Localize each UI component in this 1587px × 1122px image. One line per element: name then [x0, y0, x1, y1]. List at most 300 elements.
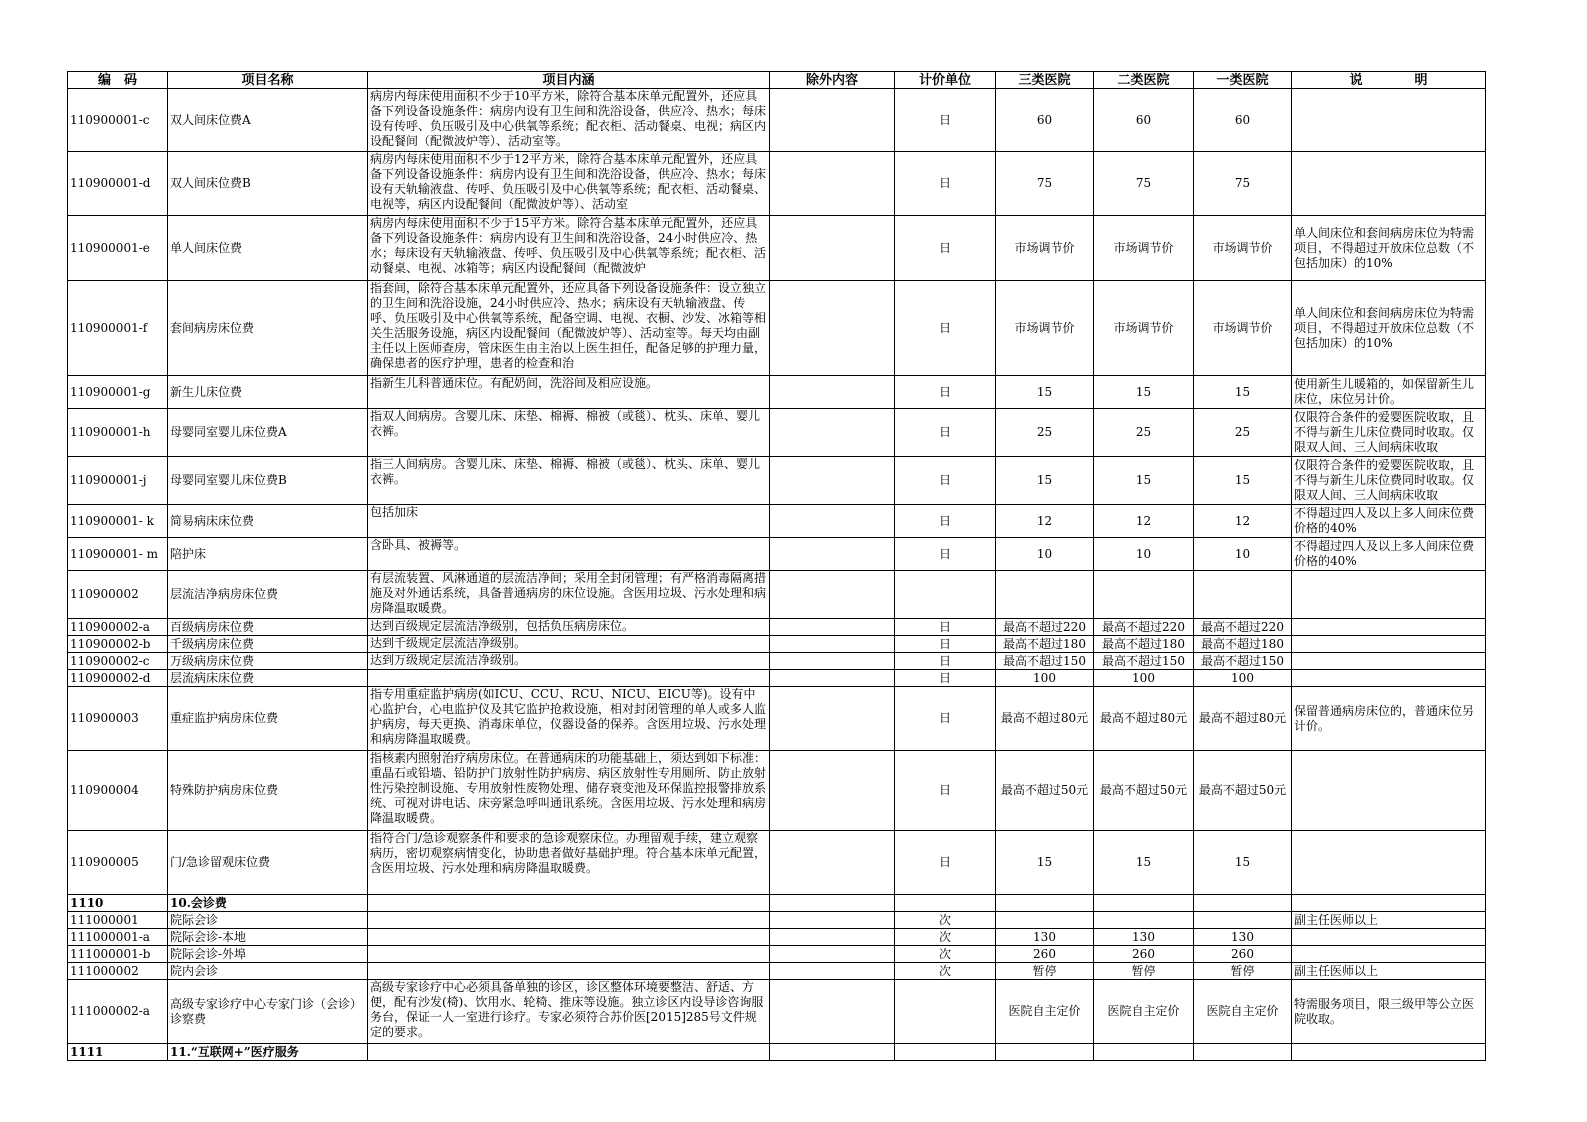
row-note: [1292, 653, 1486, 670]
row-price-class1: [1194, 946, 1292, 963]
row-content: [368, 409, 770, 457]
row-excluded: [770, 980, 895, 1044]
row-content: [368, 831, 770, 895]
row-code: [68, 281, 168, 376]
row-price-class2: [1094, 619, 1194, 636]
row-name: [168, 980, 368, 1044]
row-code-text: 110900001-h: [70, 425, 151, 439]
row-name-text: 简易病床床位费: [170, 513, 255, 528]
row-note: [1292, 929, 1486, 946]
row-code-text: 110900002-a: [70, 619, 150, 634]
row-unit: [895, 505, 996, 538]
row-name: [168, 1044, 368, 1061]
table-row: [68, 670, 1486, 687]
row-unit: [895, 687, 996, 751]
row-note: [1292, 152, 1486, 216]
row-name: [168, 571, 368, 619]
row-name: [168, 929, 368, 946]
row-price-class2-text: 15: [1135, 855, 1152, 869]
table-row: [68, 980, 1486, 1044]
row-unit-text: 日: [938, 320, 951, 335]
row-price-class3: [996, 912, 1094, 929]
row-code: [68, 687, 168, 751]
row-price-class3: [996, 751, 1094, 831]
row-price-class3: [996, 946, 1094, 963]
row-code-text: 110900004: [70, 783, 139, 797]
row-name: [168, 751, 368, 831]
row-content: [368, 912, 770, 929]
row-price-class3: [996, 980, 1094, 1044]
row-code-text: 110900002-c: [70, 653, 150, 668]
row-price-class3-text: 最高不超过50元: [1000, 783, 1089, 797]
table-row: [68, 831, 1486, 895]
row-name: [168, 505, 368, 538]
row-unit: [895, 636, 996, 653]
row-price-class1-text: 最高不超过80元: [1198, 711, 1287, 725]
row-content: [368, 963, 770, 980]
row-excluded: [770, 619, 895, 636]
row-price-class3: [996, 653, 1094, 670]
row-name: [168, 281, 368, 376]
row-price-class3-text: 15: [1036, 855, 1053, 869]
row-code-text: 110900001-d: [70, 176, 151, 190]
row-unit-text: 日: [938, 112, 951, 127]
table-row: [68, 505, 1486, 538]
row-unit: [895, 409, 996, 457]
table-row: [68, 571, 1486, 619]
row-price-class2: [1094, 751, 1194, 831]
row-note-text: 仅限符合条件的爱婴医院收取，且不得与新生儿床位费同时收取。仅限双人间、三人间病床收取: [1294, 410, 1475, 454]
row-code-text: 1111: [70, 1044, 104, 1059]
row-price-class1: [1194, 376, 1292, 409]
row-price-class1-text: 市场调节价: [1212, 320, 1273, 335]
table-row: [68, 895, 1486, 912]
row-code-text: 111000002: [70, 963, 139, 978]
table-row: [68, 929, 1486, 946]
row-unit: [895, 929, 996, 946]
row-price-class2-text: 15: [1135, 473, 1152, 487]
row-name: [168, 912, 368, 929]
row-price-class3-text: 75: [1036, 176, 1053, 190]
row-price-class3-text: 130: [1033, 929, 1056, 944]
row-unit-text: 次: [938, 912, 951, 927]
row-price-class1: [1194, 670, 1292, 687]
row-price-class1: [1194, 89, 1292, 152]
header-unit: 计价单位: [895, 72, 996, 89]
row-price-class3: [996, 619, 1094, 636]
row-price-class1-text: 15: [1234, 855, 1251, 869]
row-excluded: [770, 571, 895, 619]
row-price-class1: [1194, 457, 1292, 505]
row-price-class1: [1194, 571, 1292, 619]
row-code: [68, 963, 168, 980]
row-note-text: 单人间床位和套间病房床位为特需项目，不得超过开放床位总数（不包括加床）的10%: [1294, 305, 1475, 350]
row-price-class1-text: 最高不超过220: [1201, 619, 1284, 634]
row-content-text: 有层流装置、风淋通道的层流洁净间；采用全封闭管理；有严格消毒隔离措施及对外通话系统，具备普通病房的床位设施。含医用垃圾、污水处理和病房降温取暖费。: [370, 571, 767, 615]
row-name-text: 母婴同室婴儿床位费B: [170, 473, 287, 487]
row-content-text: 达到百级规定层流洁净级别，包括负压病房床位。: [370, 619, 635, 633]
row-code: [68, 946, 168, 963]
row-price-class2-text: 25: [1135, 425, 1152, 439]
row-name: [168, 152, 368, 216]
row-content: [368, 636, 770, 653]
row-price-class1: [1194, 636, 1292, 653]
row-price-class2-text: 260: [1132, 946, 1155, 961]
row-content-text: 病房内每床使用面积不少于12平方米，除符合基本床单元配置外，还应具备下列设备设施条件：病房内设有卫生间和洗浴设备，供应冷、热水；每床设有天轨输液盘、传呼、负压吸引及中心供氧等系统；配衣柜、活动餐桌、电视等，病区内设配餐间（配微波炉等）、活动室: [370, 152, 767, 211]
row-note: [1292, 376, 1486, 409]
row-price-class3: [996, 505, 1094, 538]
row-code: [68, 152, 168, 216]
row-content: [368, 653, 770, 670]
row-price-class3-text: 最高不超过150: [1003, 653, 1086, 668]
row-price-class1-text: 最高不超过150: [1201, 653, 1284, 668]
row-note: [1292, 457, 1486, 505]
row-code-text: 110900003: [70, 711, 139, 725]
row-name-text: 院际会诊: [170, 912, 219, 927]
header-note: 说 明: [1292, 72, 1486, 89]
row-price-class1-text: 260: [1231, 946, 1254, 961]
row-price-class3: [996, 216, 1094, 281]
row-code: [68, 653, 168, 670]
row-name-text: 套间病房床位费: [170, 320, 255, 335]
row-code: [68, 409, 168, 457]
row-price-class2: [1094, 89, 1194, 152]
row-price-class2: [1094, 571, 1194, 619]
row-name-text: 院际会诊-本地: [170, 929, 247, 944]
row-price-class2-text: 10: [1135, 546, 1152, 561]
row-price-class3: [996, 963, 1094, 980]
row-unit: [895, 751, 996, 831]
row-excluded: [770, 929, 895, 946]
row-content-text: 达到千级规定层流洁净级别。: [370, 636, 527, 650]
row-price-class2-text: 最高不超过80元: [1099, 711, 1188, 725]
row-content: [368, 619, 770, 636]
row-excluded: [770, 505, 895, 538]
row-unit-text: 日: [938, 546, 951, 561]
row-unit-text: 次: [938, 946, 951, 961]
row-excluded: [770, 946, 895, 963]
row-content: [368, 376, 770, 409]
row-price-class1: [1194, 1044, 1292, 1061]
row-name-text: 层流病床床位费: [170, 670, 255, 685]
row-code-text: 111000001: [70, 912, 139, 927]
table-row: [68, 963, 1486, 980]
row-price-class1-text: 25: [1234, 425, 1251, 439]
row-note: [1292, 281, 1486, 376]
row-note-text: 不得超过四人及以上多人间床位费价格的40%: [1294, 539, 1475, 568]
row-price-class2-text: 15: [1135, 384, 1152, 399]
row-name-text: 双人间床位费A: [170, 112, 251, 127]
row-content: [368, 929, 770, 946]
row-price-class2: [1094, 538, 1194, 571]
row-price-class1: [1194, 619, 1292, 636]
row-price-class3: [996, 376, 1094, 409]
row-price-class3-text: 12: [1036, 513, 1053, 528]
row-excluded: [770, 281, 895, 376]
row-unit: [895, 538, 996, 571]
row-price-class2: [1094, 653, 1194, 670]
row-note: [1292, 751, 1486, 831]
row-code: [68, 980, 168, 1044]
row-price-class1-text: 医院自主定价: [1206, 1004, 1279, 1018]
row-name: [168, 216, 368, 281]
row-unit: [895, 963, 996, 980]
price-table: [67, 71, 1486, 1061]
row-code: [68, 636, 168, 653]
row-price-class2-text: 75: [1135, 176, 1152, 190]
row-price-class2: [1094, 946, 1194, 963]
table-row: [68, 89, 1486, 152]
table-row: [68, 216, 1486, 281]
table-row: [68, 687, 1486, 751]
row-note: [1292, 571, 1486, 619]
row-price-class1: [1194, 409, 1292, 457]
row-price-class3: [996, 89, 1094, 152]
row-excluded: [770, 152, 895, 216]
row-name: [168, 619, 368, 636]
row-code: [68, 751, 168, 831]
row-code: [68, 912, 168, 929]
row-unit-text: 日: [938, 855, 951, 869]
row-name-text: 院内会诊: [170, 963, 219, 978]
row-name: [168, 538, 368, 571]
row-code: [68, 376, 168, 409]
row-note: [1292, 670, 1486, 687]
row-price-class3: [996, 409, 1094, 457]
row-unit-text: 日: [938, 783, 951, 797]
row-price-class2-text: 医院自主定价: [1107, 1004, 1180, 1018]
row-price-class2: [1094, 963, 1194, 980]
row-code: [68, 505, 168, 538]
row-price-class1: [1194, 653, 1292, 670]
row-price-class3: [996, 895, 1094, 912]
row-unit: [895, 457, 996, 505]
row-name: [168, 670, 368, 687]
row-content-text: 达到万级规定层流洁净级别。: [370, 653, 527, 667]
row-price-class1: [1194, 895, 1292, 912]
row-content: [368, 571, 770, 619]
row-price-class1-text: 75: [1234, 176, 1251, 190]
row-name-text: 门/急诊留观床位费: [170, 855, 271, 869]
row-unit-text: 次: [938, 963, 951, 978]
row-price-class1-text: 15: [1234, 384, 1251, 399]
row-content-text: 包括加床: [370, 505, 419, 519]
row-price-class2-text: 最高不超过180: [1102, 636, 1185, 651]
row-note: [1292, 946, 1486, 963]
row-unit-text: 日: [938, 176, 951, 190]
row-name: [168, 457, 368, 505]
row-price-class3-text: 最高不超过180: [1003, 636, 1086, 651]
row-price-class2-text: 最高不超过220: [1102, 619, 1185, 634]
row-content-text: 指新生儿科普通床位。有配奶间，洗浴间及相应设施。: [370, 376, 659, 390]
row-note-text: 单人间床位和套间病房床位为特需项目，不得超过开放床位总数（不包括加床）的10%: [1294, 225, 1475, 270]
row-price-class3: [996, 670, 1094, 687]
table-row: [68, 1044, 1486, 1061]
row-code-text: 110900005: [70, 855, 139, 869]
row-code-text: 110900002-d: [70, 670, 151, 685]
row-price-class2-text: 12: [1135, 513, 1152, 528]
row-price-class1: [1194, 831, 1292, 895]
row-note: [1292, 619, 1486, 636]
row-price-class3-text: 医院自主定价: [1008, 1004, 1081, 1018]
row-name-text: 新生儿床位费: [170, 384, 243, 399]
header-name: 项目名称: [168, 72, 368, 89]
row-content-text: 指专用重症监护病房(如ICU、CCU、RCU、NICU、EICU等)。设有中心监护台，心电监护仪及其它监护抢救设施，相对封闭管理的单人或多人监护病房，每天更换、消毒床单位，仪器设备的保养。含医用垃圾、污水处理和病房降温取暖费。: [370, 687, 767, 746]
row-price-class2-text: 60: [1135, 112, 1152, 127]
table-row: [68, 538, 1486, 571]
row-code-text: 110900001-g: [70, 384, 151, 399]
row-code: [68, 538, 168, 571]
row-content: [368, 895, 770, 912]
row-content-text: 含卧具、被褥等。: [370, 538, 467, 552]
row-code: [68, 457, 168, 505]
row-name: [168, 636, 368, 653]
row-content-text: 指符合门/急诊观察条件和要求的急诊观察床位。办理留观手续，建立观察病历，密切观察病情变化，协助患者做好基础护理。符合基本床单元配置，含医用垃圾、污水处理和病房降温取暖费。: [370, 831, 767, 875]
row-note: [1292, 538, 1486, 571]
row-price-class2-text: 暂停: [1131, 963, 1156, 978]
row-price-class3: [996, 571, 1094, 619]
row-content: [368, 946, 770, 963]
row-unit: [895, 216, 996, 281]
header-row: [68, 72, 1486, 89]
row-unit-text: 日: [938, 670, 951, 685]
row-excluded: [770, 89, 895, 152]
row-unit: [895, 653, 996, 670]
row-price-class2: [1094, 895, 1194, 912]
row-note-text: 仅限符合条件的爱婴医院收取，且不得与新生儿床位费同时收取。仅限双人间、三人间病床收取: [1294, 458, 1475, 502]
row-excluded: [770, 687, 895, 751]
row-price-class3-text: 暂停: [1032, 963, 1057, 978]
row-code-text: 110900002-b: [70, 636, 151, 651]
row-note: [1292, 687, 1486, 751]
row-price-class2-text: 最高不超过50元: [1099, 783, 1188, 797]
row-code-text: 110900001- k: [70, 513, 154, 528]
row-excluded: [770, 895, 895, 912]
row-note: [1292, 895, 1486, 912]
header-content: 项目内涵: [368, 72, 770, 89]
row-unit: [895, 571, 996, 619]
row-price-class3-text: 15: [1036, 473, 1053, 487]
row-name-text: 院际会诊-外埠: [170, 946, 247, 961]
row-code-text: 1110: [70, 895, 104, 910]
row-unit: [895, 619, 996, 636]
row-content: [368, 980, 770, 1044]
row-price-class2: [1094, 980, 1194, 1044]
row-name-text: 千级病房床位费: [170, 636, 255, 651]
row-price-class1: [1194, 963, 1292, 980]
row-note-text: 保留普通病房床位的，普通床位另计价。: [1294, 703, 1475, 733]
row-price-class3-text: 10: [1036, 546, 1053, 561]
row-excluded: [770, 670, 895, 687]
row-price-class1: [1194, 538, 1292, 571]
row-note: [1292, 89, 1486, 152]
row-name-text: 百级病房床位费: [170, 619, 255, 634]
row-price-class1-text: 12: [1234, 513, 1251, 528]
row-name: [168, 409, 368, 457]
row-unit: [895, 980, 996, 1044]
table-row: [68, 912, 1486, 929]
row-code: [68, 216, 168, 281]
row-name: [168, 831, 368, 895]
table-row: [68, 152, 1486, 216]
table-row: [68, 281, 1486, 376]
row-price-class3-text: 15: [1036, 384, 1053, 399]
row-price-class1-text: 最高不超过180: [1201, 636, 1284, 651]
row-unit-text: 次: [938, 929, 951, 944]
row-price-class2: [1094, 505, 1194, 538]
row-name-text: 母婴同室婴儿床位费A: [170, 425, 287, 439]
row-excluded: [770, 376, 895, 409]
row-name: [168, 895, 368, 912]
row-name-text: 双人间床位费B: [170, 176, 251, 190]
row-code-text: 110900001-e: [70, 240, 150, 255]
row-code-text: 110900001-j: [70, 473, 147, 487]
row-price-class1-text: 130: [1231, 929, 1254, 944]
row-content: [368, 538, 770, 571]
row-price-class2: [1094, 636, 1194, 653]
row-name: [168, 946, 368, 963]
row-code-text: 110900001-f: [70, 320, 148, 335]
row-excluded: [770, 751, 895, 831]
row-name-text: 万级病房床位费: [170, 653, 255, 668]
row-content: [368, 152, 770, 216]
row-price-class3: [996, 457, 1094, 505]
row-unit: [895, 281, 996, 376]
row-unit: [895, 152, 996, 216]
row-content-text: 高级专家诊疗中心必须具备单独的诊区，诊区整体环境要整洁、舒适、方便，配有沙发(椅)、饮用水、轮椅、推床等设施。独立诊区内设导诊咨询服务台，保证一人一室进行诊疗。专家必须符合苏价医[2015]285号文件规定的要求。: [370, 980, 764, 1039]
row-price-class3: [996, 687, 1094, 751]
row-code: [68, 619, 168, 636]
row-note: [1292, 1044, 1486, 1061]
row-code-text: 110900002: [70, 587, 139, 601]
row-content: [368, 670, 770, 687]
row-excluded: [770, 457, 895, 505]
table-row: [68, 619, 1486, 636]
row-name: [168, 687, 368, 751]
row-price-class1-text: 10: [1234, 546, 1251, 561]
row-note: [1292, 912, 1486, 929]
row-price-class2-text: 最高不超过150: [1102, 653, 1185, 668]
row-content: [368, 751, 770, 831]
row-name: [168, 963, 368, 980]
row-price-class1-text: 15: [1234, 473, 1251, 487]
row-excluded: [770, 831, 895, 895]
row-code: [68, 929, 168, 946]
row-price-class3: [996, 281, 1094, 376]
table-row: [68, 409, 1486, 457]
row-code-text: 111000001-a: [70, 929, 150, 944]
row-price-class3: [996, 929, 1094, 946]
row-content-text: 指双人间病房。含婴儿床、床垫、棉褥、棉被（或毯）、枕头、床单、婴儿衣裤。: [370, 409, 761, 438]
header-class3: 三类医院: [996, 72, 1094, 89]
row-price-class1: [1194, 152, 1292, 216]
row-price-class3-text: 100: [1033, 670, 1056, 685]
row-price-class1: [1194, 216, 1292, 281]
row-price-class3-text: 最高不超过80元: [1000, 711, 1089, 725]
row-content: [368, 216, 770, 281]
row-price-class2: [1094, 152, 1194, 216]
row-content-text: 指套间，除符合基本床单元配置外，还应具备下列设备设施条件：设立独立的卫生间和洗浴设施，24小时供应冷、热水；病床设有天轨输液盘、传呼、负压吸引及中心供氧等系统，配备空调、电视、衣橱、沙发、冰箱等相关生活服务设施，病区内设配餐间（配微波炉等）、活动室等。每天均由副主任以上医师查房，管床医生由主治以上医生担任，配备足够的护理力量，确保患者的医疗护理，患者的检查和治: [370, 281, 767, 370]
row-price-class2-text: 市场调节价: [1113, 320, 1174, 335]
row-content: [368, 505, 770, 538]
row-price-class3: [996, 1044, 1094, 1061]
row-price-class3: [996, 152, 1094, 216]
row-price-class1: [1194, 929, 1292, 946]
row-price-class3-text: 25: [1036, 425, 1053, 439]
row-price-class1-text: 100: [1231, 670, 1254, 685]
row-excluded: [770, 1044, 895, 1061]
row-price-class3-text: 60: [1036, 112, 1053, 127]
